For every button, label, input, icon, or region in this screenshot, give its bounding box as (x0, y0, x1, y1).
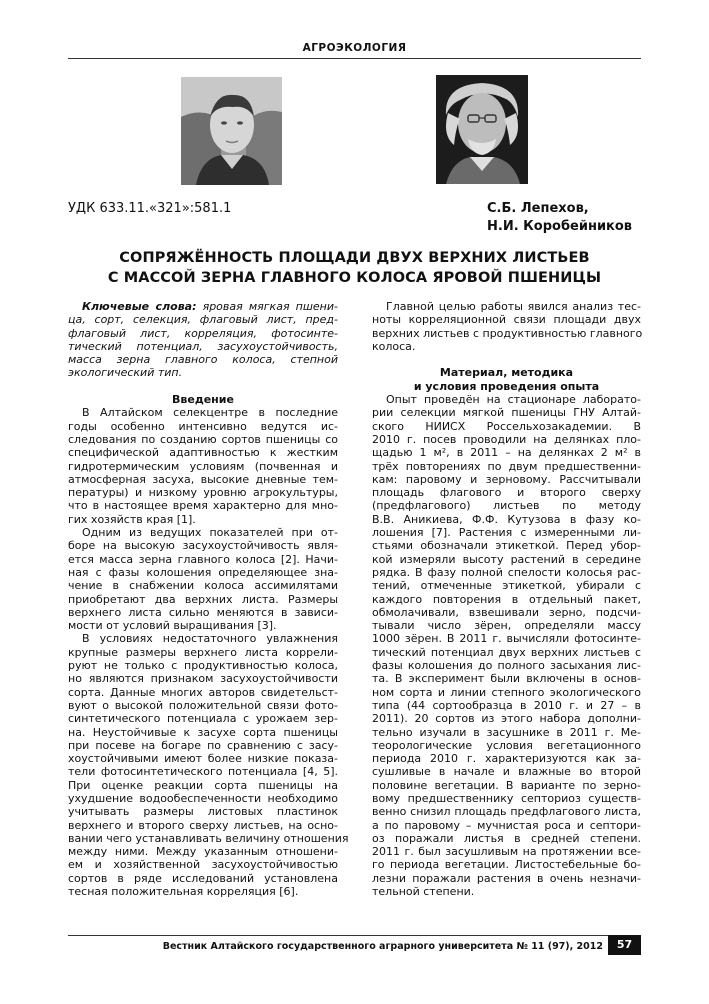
text-line: кой измеряли высоту растений в середине (372, 552, 641, 566)
text-line: теорологические условия вегетационного (372, 738, 641, 752)
text-line: между ними. Между указанным отношени- (68, 845, 338, 859)
text-line: колоса. (372, 339, 416, 353)
section-heading-methods: Материал, методика (439, 366, 574, 380)
text-line: специфической адаптивностью к жестким (68, 446, 338, 460)
udc-code: УДК 633.11.«321»:581.1 (68, 201, 232, 216)
text-line: верхнего листа сильно меняются в зависи- (68, 605, 338, 619)
text-line: а по паровому – мучнистая роса и септори- (372, 818, 641, 832)
text-line: ского НИИСХ Россельхозакадемии. В (372, 419, 641, 433)
text-line: верхнего и второго сверху листьев, на осно- (68, 818, 338, 832)
text-line: приобретают два верхних листа. Размеры (68, 592, 338, 606)
text-line: сорта. Данные многих авторов свидетельст- (68, 685, 338, 699)
right-column (372, 300, 641, 898)
text-line: ухудшение водообеспеченности необходимо (68, 791, 338, 805)
text-line: та. В эксперимент были включены в основ- (372, 672, 641, 686)
text-line: при посеве на богаре по сравнению с засу- (68, 738, 338, 752)
text-line: вании чего устанавливать величину отношения (68, 831, 349, 845)
text-line: атмосферная засуха, высокие дневные тем- (68, 472, 338, 486)
text-line: В условиях недостаточного увлажнения (82, 632, 338, 646)
text-line: площадь флагового и второго сверху (372, 486, 641, 500)
text-line: боре на высокую засухоустойчивость явля- (68, 539, 338, 553)
keywords-label: Ключевые слова: (82, 300, 197, 313)
text-line: тывали число зёрен, определяли массу (372, 619, 641, 633)
text-line: кам: паровому и зерновому. Рассчитывали (372, 472, 641, 486)
text-line: (предфлагового) листьев по методу (372, 499, 641, 513)
text-line: что в настоящее время характерно для мно- (68, 499, 338, 513)
text-line: рии селекции мягкой пшеницы ГНУ Алтай- (372, 406, 641, 420)
text-line: ноты корреляционной связи площади двух (372, 313, 641, 327)
author-name: Н.И. Коробейников (487, 219, 633, 234)
keywords-line: флаговый лист, корреляция, фотосинте- (68, 326, 338, 340)
text-line: ном сорта и линии степного экологического (372, 685, 641, 699)
keywords-text: яровая мягкая пшени- (196, 300, 338, 313)
keywords-line: ца, сорт, селекция, флаговый лист, пред- (68, 313, 338, 327)
author-name: С.Б. Лепехов, (487, 201, 589, 216)
text-line: Опыт проведён на стационаре лаборато- (386, 393, 641, 407)
text-line: учитывать размеры листовых пластинок (68, 805, 338, 819)
text-line: синтетического потенциала с урожаем зер- (68, 712, 338, 726)
text-line: на. Неустойчивые к засухе сорта пшеницы (68, 725, 338, 739)
aim-body (372, 300, 641, 353)
text-line: мости от условий выращивания [3]. (68, 619, 277, 633)
text-line: чение в снабжении колоса ассимилятами (68, 579, 338, 593)
keywords-line: тический потенциал, засухоустойчивость, (68, 339, 338, 353)
text-line: крупные размеры верхнего листа коррели- (68, 645, 338, 659)
left-column (68, 300, 349, 899)
portrait-older-man-icon (436, 75, 528, 184)
section-heading-methods: и условия проведения опыта (413, 379, 600, 393)
text-line: 2011 г. был засушливым на протяжении все- (372, 845, 641, 859)
keywords-line (68, 300, 338, 313)
portrait-young-man-icon (181, 77, 282, 185)
author-photo-korobeynikov (436, 75, 528, 184)
text-line: гидротермическим условиям (почвенная и (68, 459, 338, 473)
author-photo-lepekhov (181, 77, 282, 185)
text-line: тельно изучали в засушнике в 2011 г. Ме- (372, 725, 641, 739)
spacer (68, 380, 338, 393)
text-line: ная с фазы колошения определяющее зна- (68, 565, 338, 579)
journal-name: Вестник Алтайского государственного аграрного университета № 11 (97), 2012 (162, 941, 603, 952)
keywords-line: экологический тип. (68, 366, 183, 380)
title-line: С МАССОЙ ЗЕРНА ГЛАВНОГО КОЛОСА ЯРОВОЙ ПШЕНИЦЫ (107, 270, 602, 286)
section-header: АГРОЭКОЛОГИЯ (302, 42, 407, 54)
title-line: СОПРЯЖЁННОСТЬ ПЛОЩАДИ ДВУХ ВЕРХНИХ ЛИСТЬЕВ (119, 250, 590, 266)
page-number: 57 (608, 935, 641, 955)
text-line: трёх повторениях по двум предшественни- (372, 459, 641, 473)
text-line: щадью 1 м², в 2011 – на делянках 2 м² в (372, 446, 641, 460)
text-line: го периода вегетации. Листостебельные бо- (372, 858, 641, 872)
text-line: руют не только с продуктивностью колоса, (68, 659, 338, 673)
text-line: фазы колошения до полного засыхания лис- (372, 659, 641, 673)
text-line: оз поражали листья в средней степени. (372, 831, 641, 845)
text-line: половине вегетации. В варианте по зерно- (372, 778, 641, 792)
text-line: следования по созданию сортов пшеницы со (68, 432, 338, 446)
spacer (372, 353, 641, 366)
author-list (487, 200, 632, 236)
text-line: верхних листьев с продуктивностью главного (372, 326, 643, 340)
text-line: ется масса зерна главного колоса [2]. Начи- (68, 552, 338, 566)
text-line: обмолачивали, взвешивали зерно, подсчи- (372, 605, 641, 619)
text-line: периода 2010 г. характеризуются как за- (372, 752, 641, 766)
intro-body (68, 406, 349, 899)
keywords-line: масса зерна главного колоса, степной (68, 353, 338, 367)
text-line: лошения [7]. Растения с измеренными ли- (372, 526, 641, 540)
methods-body (372, 393, 641, 898)
text-line: гих хозяйств края [1]. (68, 512, 196, 526)
footer-divider (68, 935, 641, 936)
text-line: тический потенциал двух верхних листьев с (372, 645, 641, 659)
text-line: В.В. Аникиева, Ф.Ф. Кутузова в фазу ко- (372, 512, 641, 526)
text-line: каждого повторения в отдельный пакет, (372, 592, 641, 606)
text-line: Одним из ведущих показателей при от- (82, 526, 338, 540)
text-line: тельной степени. (372, 885, 475, 899)
text-line: вому предшественнику септориоз существ- (372, 791, 641, 805)
text-line: 1000 зёрен. В 2011 г. вычисляли фотосинте- (372, 632, 641, 646)
text-line: Главной целью работы явился анализ тес- (386, 300, 641, 313)
text-line: 2011). 20 сортов из этого набора дополни- (372, 712, 641, 726)
text-line: рядка. В фазу полной спелости колосья рас- (372, 565, 641, 579)
text-line: хоустойчивыми имеют более низкие показа- (68, 752, 338, 766)
text-line: лезни поражали растения в очень незначи- (372, 871, 641, 885)
article-title (68, 248, 641, 288)
text-line: стьями обозначали этикеткой. Перед убор- (372, 539, 641, 553)
text-line: 2010 г. посев проводили на делянках пло- (372, 432, 641, 446)
text-line: В Алтайском селекцентре в последние (82, 406, 338, 420)
text-line: тели фотосинтетического потенциала [4, 5]. (68, 765, 338, 779)
text-line: При оценке реакции сорта пшеницы на (68, 778, 338, 792)
text-line: ем и хозяйственной засухоустойчивостью (68, 858, 338, 872)
text-line: типа (44 сортообразца в 2010 г. и 27 – в (372, 698, 641, 712)
header-divider (68, 58, 641, 59)
text-line: сортов в ряде исследований установлена (68, 871, 338, 885)
text-line: венно снизил площадь предфлагового листа, (372, 805, 641, 819)
text-line: но являются признаком засухоустойчивости (68, 672, 338, 686)
text-line: пературы) и низкому уровню агрокультуры, (68, 486, 338, 500)
text-line: тений, отмеченные этикеткой, убирали с (372, 579, 641, 593)
section-heading-intro: Введение (172, 393, 234, 407)
text-line: сушливые в начале и влажные во второй (372, 765, 641, 779)
text-line: вуют о высокой положительной связи фото- (68, 698, 338, 712)
text-line: тесная положительная корреляция [6]. (68, 885, 299, 899)
text-line: годы особенно интенсивно ведутся ис- (68, 419, 338, 433)
